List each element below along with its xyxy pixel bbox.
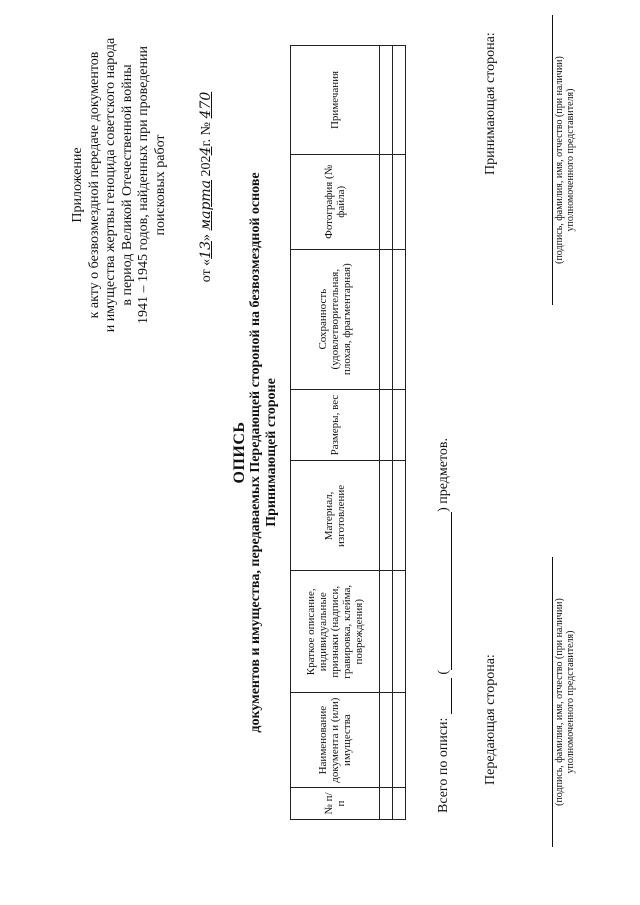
document-subtitle-2: Принимающей стороне <box>264 378 279 527</box>
header-cell: № п/п <box>291 788 380 820</box>
appendix-line: к акту о безвозмездной передаче документов <box>86 51 102 319</box>
inventory-table <box>290 45 406 820</box>
table-header-row <box>291 46 380 820</box>
appendix-line: в период Великой Отечественной войны <box>119 64 135 306</box>
header-cell: Примечания <box>291 46 380 155</box>
total-count-words-field <box>437 512 452 670</box>
date-year-digit: 4 <box>198 146 214 156</box>
date-month: марта <box>198 179 214 231</box>
header-cell: Наименование документа и (или) имущества <box>291 693 380 788</box>
appendix-block <box>70 25 169 345</box>
total-label: Всего по описи: <box>436 717 451 813</box>
appendix-line: поисковых работ <box>152 134 168 236</box>
appendix-line: 1941 – 1945 годов, найденных при проведении <box>136 46 151 324</box>
header-cell: Фотография (№ файла) <box>291 154 380 249</box>
total-count-field <box>437 678 452 714</box>
document-subtitle: документов и имущества, передаваемых Передающей стороной на безвозмездной основе <box>248 172 263 733</box>
table-row <box>380 46 393 820</box>
header-cell: Краткое описание, индивидуальные признаки (надписи, гравировка, клейма, повреждения) <box>291 571 380 693</box>
appendix-line: Приложение <box>70 147 85 223</box>
header-cell: Материал, изготовление <box>291 461 380 571</box>
act-date-line: от «13» марта 2024г. № 470 <box>198 91 214 283</box>
receiving-party-label: Принимающая сторона: <box>483 32 498 175</box>
document-title-block <box>232 20 280 885</box>
transferring-party-label: Передающая сторона: <box>483 654 498 785</box>
transferring-signature-line: (подпись, фамилия, имя, отчество (при наличии) уполномоченного представителя) <box>552 557 576 847</box>
date-day: 13 <box>198 240 214 259</box>
appendix-line: и имущества жертвы геноцида советского народа <box>103 37 118 333</box>
document-title: ОПИСЬ <box>231 421 248 484</box>
receiving-signature-line: (подпись, фамилия, имя, отчество (при наличии) уполномоченного представителя) <box>552 15 576 305</box>
header-cell: Размеры, вес <box>291 389 380 461</box>
header-cell: Сохранность (удовлетворительная, плохая, фрагментарная) <box>291 249 380 389</box>
total-items-line: Всего по описи: () предметов. <box>436 437 451 813</box>
table-row <box>393 46 406 820</box>
act-number: 470 <box>198 91 214 119</box>
